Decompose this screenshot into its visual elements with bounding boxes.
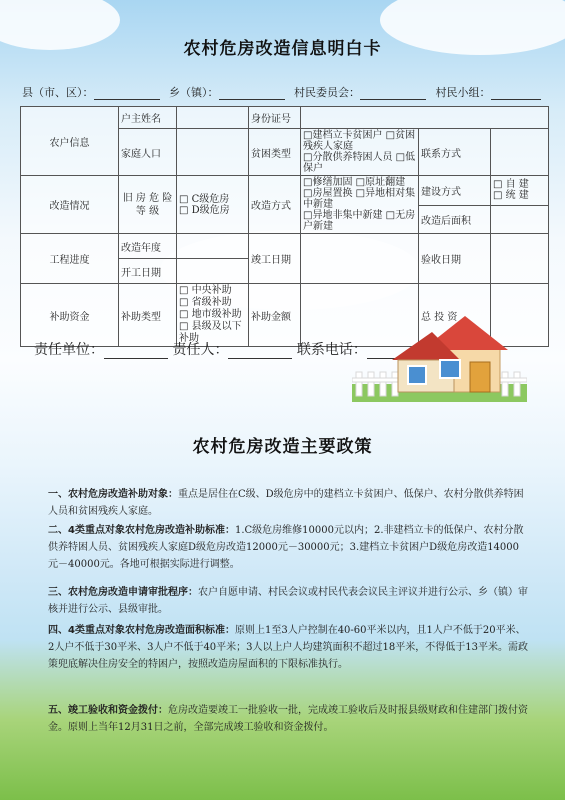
person-blank[interactable] [228,345,292,359]
method-option[interactable]: □异地非集中新建 □无房户新建 [303,210,416,232]
village-blank[interactable] [360,89,426,100]
renovation-year-field[interactable] [177,234,249,259]
subsidy-type-options[interactable] [177,284,249,347]
acceptance-date-field[interactable] [491,234,549,284]
subsidy-option[interactable]: □ 地市级补助 [179,309,242,320]
build-option[interactable]: □ 统 建 [493,190,529,202]
group-blank[interactable] [491,89,541,100]
section-renovation: 改造情况 [21,176,119,234]
family-size-label: 家庭人口 [119,129,177,176]
method-options[interactable] [301,176,419,234]
policy-body: 1.C级危房维修10000元以内；2.非建档立卡的低保户、农村分散供养特困人员、贫困残疾人家庭D级危房改造12000元－30000元；3.建档立卡贫困户D级危房改造14000元－40000元。各地可根据实际进行调整。 [48,525,524,570]
poverty-type-label: 贫困类型 [249,129,301,176]
poverty-option[interactable]: □建档立卡贫困户 □贫困残疾人家庭 [303,130,416,152]
danger-option[interactable]: □ C级危房 [179,193,230,205]
acceptance-date-label: 验收日期 [419,234,491,284]
poverty-option[interactable]: □分散供养特困人员 □低保户 [303,152,416,174]
township-blank[interactable] [219,89,285,100]
township-label: 乡（镇）： [169,86,219,99]
owner-name-label: 户主姓名 [119,107,177,129]
policy-item [48,702,528,736]
method-option[interactable]: □房屋置换 □异地相对集中新建 [303,188,416,210]
method-label: 改造方式 [249,176,301,234]
subsidy-type-label: 补助类型 [119,284,177,347]
subsidy-amount-label: 补助金额 [249,284,301,347]
subsidy-option[interactable]: □ 省级补助 [179,297,232,308]
renovation-year-label: 改造年度 [119,234,177,259]
subsidy-option[interactable]: □ 中央补助 [179,285,232,296]
start-date-label: 开工日期 [119,259,177,284]
owner-name-field[interactable] [177,107,249,129]
poverty-type-options[interactable] [301,129,419,176]
policy-heading: 一、农村危房改造补助对象： [48,489,178,500]
start-date-field[interactable] [177,259,249,284]
section-progress: 工程进度 [21,234,119,284]
contact-field[interactable] [491,129,549,176]
completion-date-label: 竣工日期 [249,234,301,284]
danger-level-options[interactable] [177,176,249,234]
policy-item [48,584,528,618]
policy-body: 危房改造要竣工一批验收一批，完成竣工验收后及时报县级财政和住建部门拨付资金。原则上当年12月31日之前，全部完成竣工验收和资金拨付。 [48,705,528,733]
build-option[interactable]: □ 自 建 [493,179,529,191]
group-label: 村民小组： [435,86,491,99]
policy-heading: 五、竣工验收和资金拨付： [48,705,168,716]
location-line [22,84,541,100]
phone-label: 联系电话： [296,342,367,358]
area-after-label: 改造后面积 [419,205,491,233]
total-investment-label: 总 投 资 [419,284,491,347]
card-title: 农村危房改造信息明白卡 [183,39,382,59]
policy-item [48,486,528,520]
unit-blank[interactable] [104,345,168,359]
policy-body: 原则上1至3人户控制在40-60平米以内，且1人户不低于20平米、2人户不低于30平米、3人户不低于40平米；3人以上户人均建筑面积不超过18平米，不得低于13平米。需政策兜底解决住房安全的特困户，按照改造房屋面积的下限标准执行。 [48,625,528,670]
section-household: 农户信息 [21,107,119,176]
area-after-field[interactable] [491,205,549,233]
county-label: 县（市、区）： [22,86,94,99]
policy-heading: 二、4类重点对象农村危房改造补助标准： [48,525,235,536]
completion-date-field[interactable] [301,234,419,284]
id-number-field[interactable] [301,107,549,129]
danger-level-label: 旧 房 危 险 等 级 [119,176,177,234]
county-blank[interactable] [94,89,160,100]
subsidy-option[interactable]: □ 县级及以下补助 [179,321,242,344]
build-method-options[interactable] [491,176,549,206]
id-number-label: 身份证号 [249,107,301,129]
house-illustration [352,312,527,402]
policy-item [48,622,528,673]
contact-label: 联系方式 [419,129,491,176]
danger-option[interactable]: □ D级危房 [179,204,230,216]
unit-label: 责任单位： [34,342,104,358]
policy-item [48,522,528,573]
responsible-line [34,339,407,359]
section-subsidy: 补助资金 [21,284,119,347]
method-option[interactable]: □修缮加固 □原址翻建 [303,177,406,188]
build-method-label: 建设方式 [419,176,491,206]
person-label: 责任人： [172,342,229,358]
info-table [20,106,549,347]
policy-heading: 三、农村危房改造申请审批程序： [48,587,198,598]
village-label: 村民委员会： [294,86,360,99]
family-size-field[interactable] [177,129,249,176]
policy-body: 农户自愿申请、村民会议或村民代表会议民主评议并进行公示、乡（镇）审核并进行公示、县级审批。 [48,587,528,615]
policy-body: 重点是居住在C级、D级危房中的建档立卡贫困户、低保户、农村分散供养特困人员和贫困残疾人家庭。 [48,489,524,517]
policy-title: 农村危房改造主要政策 [192,437,373,457]
policy-heading: 四、4类重点对象农村危房改造面积标准： [48,625,235,636]
